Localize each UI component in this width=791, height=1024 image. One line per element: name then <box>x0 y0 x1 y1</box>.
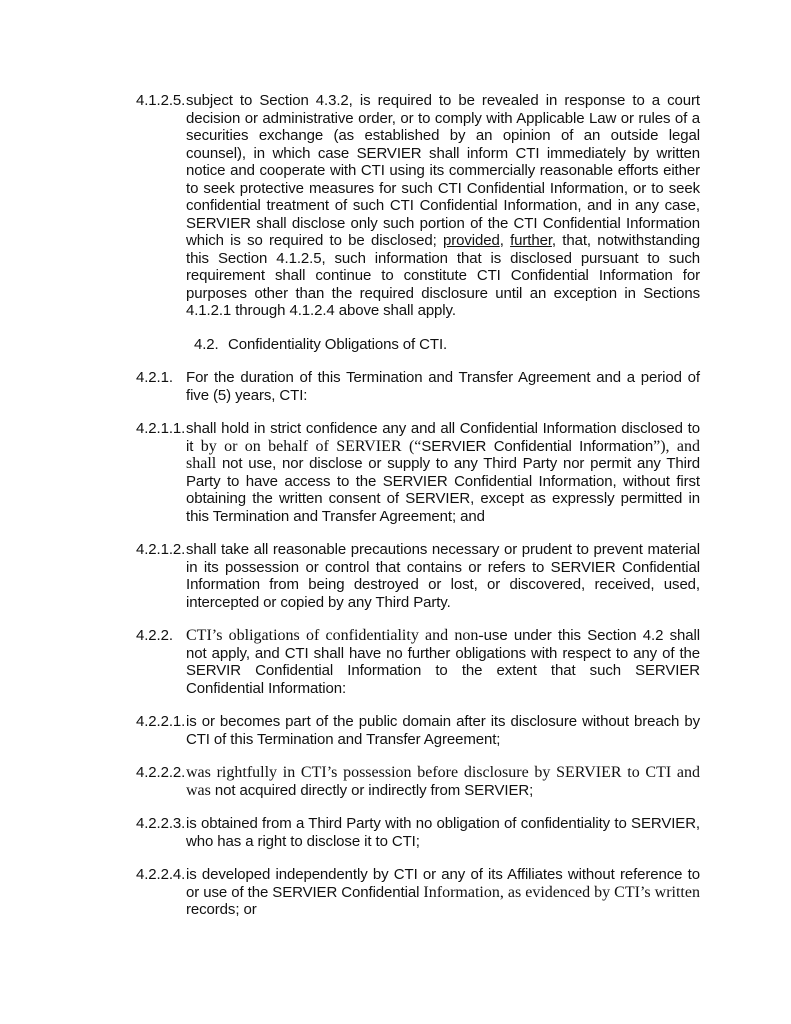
clause-number: 4.2.1.1. <box>136 420 186 437</box>
clause-text <box>186 866 700 918</box>
clause-number: 4.2.2. <box>136 627 173 644</box>
clause-paragraph <box>136 713 700 748</box>
clause-number: 4.2.2.2. <box>136 764 186 781</box>
clause-text <box>186 713 700 748</box>
text-run: , <box>499 232 511 249</box>
text-run: SERVIER Confidential Information <box>421 437 654 455</box>
clause-text <box>186 92 700 319</box>
clause-number: 4.2.2.4. <box>136 866 186 883</box>
text-run: For the duration of this Termination and Transfer Agreement and a period of five (5) years, CTI: <box>186 369 700 404</box>
text-run: shall take all reasonable precautions necessary or prudent to prevent material in its possession or control that contains or refers to SERVIER Confidential Information from being destroyed or lost, or discovered, received, used, intercepted or copied by any Third Party. <box>186 541 700 611</box>
clause-number: 4.2.2.1. <box>136 713 186 730</box>
text-run: subject to Section 4.3.2, is required to be revealed in response to a court decision or administrative order, or to comply with Applicable Law or rules of a securities exchange (as established by an opinion of an outside legal counsel), in which case SERVIER shall inform CTI immediately by written notice and cooperate with CTI using its commercially reasonable efforts either to seek protective measures for such CTI Confidential Information, or to seek confidential treatment of such CTI Confidential Information, and in any case, SERVIER shall disclose only such portion of the CTI Confidential Information which is so required to be disclosed; <box>186 92 700 249</box>
text-run: Information, as evidenced by CTI’s written <box>423 883 700 901</box>
text-run: is or becomes part of the public domain after its disclosure without breach by CTI of this Termination and Transfer Agreement; <box>186 713 700 748</box>
text-run: use under this Section 4.2 shall not apply, and CTI shall have no further obligations with respect to any of the SERVIR Confidential Information to the extent that such SERVIER Confidential Information: <box>186 627 700 697</box>
text-run: provided <box>442 232 500 249</box>
clause-text <box>228 336 447 353</box>
clause-paragraph <box>136 866 700 919</box>
text-run: not use, nor disclose or supply to any Third Party nor permit any Third Party to have access to the SERVIER Confidential Information, without first obtaining the written consent of SERVIER, except as expressly permitted in this Termination and Transfer Agreement; and <box>186 455 701 525</box>
text-run: records; or <box>186 901 257 918</box>
clause-text <box>186 764 700 799</box>
text-run: is obtained from a Third Party with no obligation of confidentiality to SERVIER, who has a right to disclose it to CTI; <box>186 815 700 850</box>
clause-text <box>186 815 700 850</box>
clause-number: 4.2.2.3. <box>136 815 186 832</box>
text-run: CTI’s obligations of confidentiality and non- <box>186 627 484 644</box>
text-run: ”), and shall <box>186 437 700 472</box>
clause-paragraph <box>136 627 700 697</box>
clause-paragraph <box>136 369 700 404</box>
clause-paragraph <box>136 815 700 850</box>
clause-number: 4.2.1. <box>136 369 173 386</box>
text-run: Confidentiality Obligations of CTI. <box>228 335 448 353</box>
text-run: is developed independently by CTI or any of its Affiliates without reference to or use of the SERVIER Confidential <box>186 866 700 901</box>
text-run: shall hold in strict confidence any and all Confidential Information disclosed to it <box>186 420 700 455</box>
document-body <box>136 92 700 935</box>
section-heading <box>136 336 700 354</box>
clause-text <box>186 541 700 611</box>
clause-paragraph <box>136 420 700 525</box>
clause-paragraph <box>136 541 700 611</box>
clause-number: 4.1.2.5. <box>136 92 186 109</box>
clause-number: 4.2.1.2. <box>136 541 186 558</box>
text-run: , that, notwithstanding this Section 4.1.2.5, such information that is disclosed pursuant to such requirement shall continue to constitute CTI Confidential Information for purposes other than the required disclosure until an exception in Sections 4.1.2.1 through 4.1.2.4 above shall apply. <box>186 232 700 319</box>
clause-text <box>186 627 700 697</box>
clause-number: 4.2. <box>194 335 219 353</box>
clause-paragraph <box>136 92 700 320</box>
clause-paragraph <box>136 764 700 799</box>
clause-text <box>186 369 700 404</box>
text-run: was rightfully in CTI’s possession before disclosure by SERVIER to CTI and was <box>186 764 700 799</box>
text-run: by or on behalf of SERVIER (“ <box>200 437 422 455</box>
clause-text <box>186 420 700 525</box>
text-run: not acquired directly or indirectly from SERVIER; <box>214 781 534 799</box>
text-run: further <box>510 232 552 249</box>
